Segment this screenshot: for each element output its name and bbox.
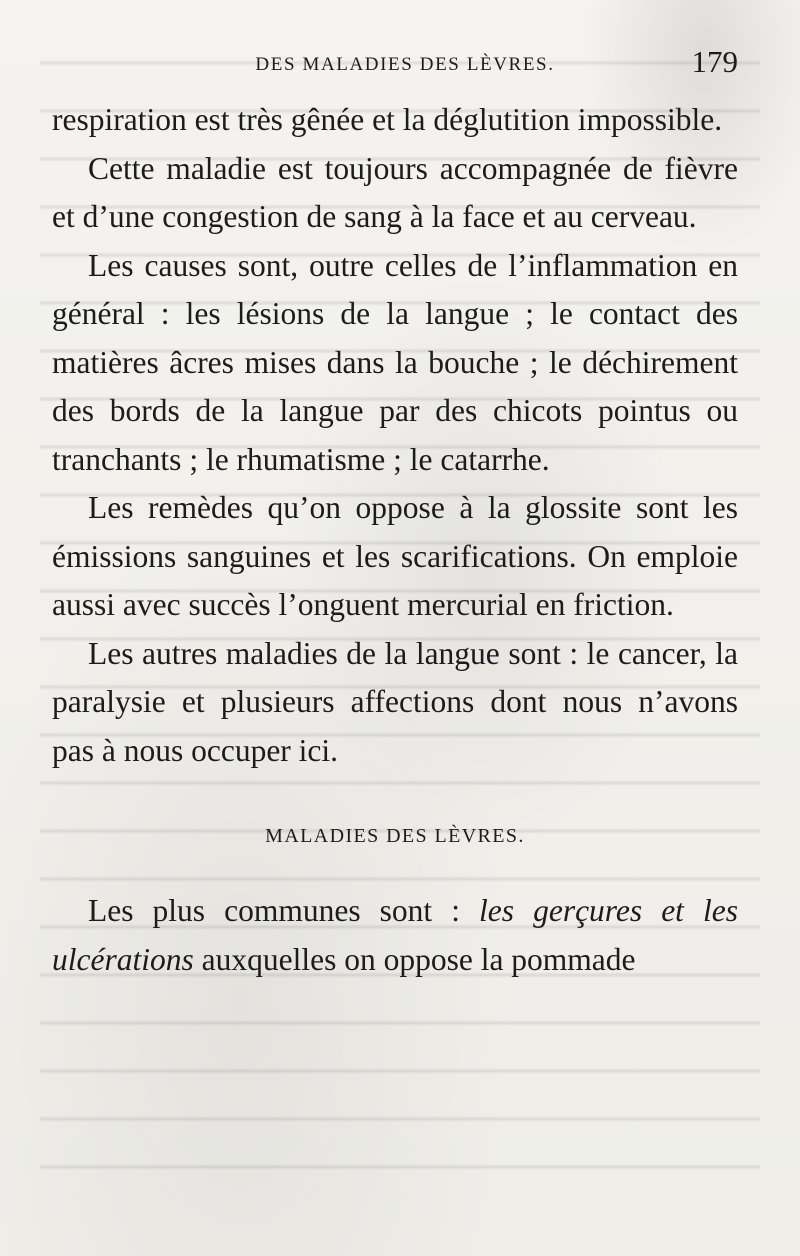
lip-text-before: Les plus communes sont :	[88, 893, 480, 928]
page-header	[52, 44, 738, 84]
paragraph-continuation: respiration est très gênée et la déglutition impossible.	[52, 102, 723, 137]
paragraph-other-diseases: Les autres maladies de la langue sont : le cancer, la paralysie et plusieurs affections dont nous n’avons pas à nous occuper ici.	[52, 635, 738, 768]
paragraph-remedies: Les remèdes qu’on oppose à la glossite sont les émissions sanguines et les scarifications. On emploie aussi avec succès l’onguent mercurial en friction.	[52, 490, 738, 622]
paragraph-lip-diseases	[52, 887, 738, 984]
section-heading: MALADIES DES LÈVRES.	[265, 825, 525, 847]
lip-text-italic: les gerçures et les ulcérations	[52, 893, 738, 977]
lip-text-after: auxquelles on oppose la pommade	[193, 941, 636, 977]
running-title: DES MALADIES DES LÈVRES.	[255, 54, 555, 75]
page-number: 179	[691, 44, 738, 79]
body-text	[52, 96, 738, 984]
paragraph-causes: Les causes sont, outre celles de l’inflammation en général : les lésions de la langue ; le contact des matières âcres mises dans la bouche ; le déchirement des bords de la langue par des chicots pointus ou tranchants ; le rhumatisme ; le catarrhe.	[52, 247, 738, 477]
paragraph-fever: Cette maladie est toujours accompagnée de fièvre et d’une congestion de sang à la face et au cerveau.	[52, 150, 738, 234]
